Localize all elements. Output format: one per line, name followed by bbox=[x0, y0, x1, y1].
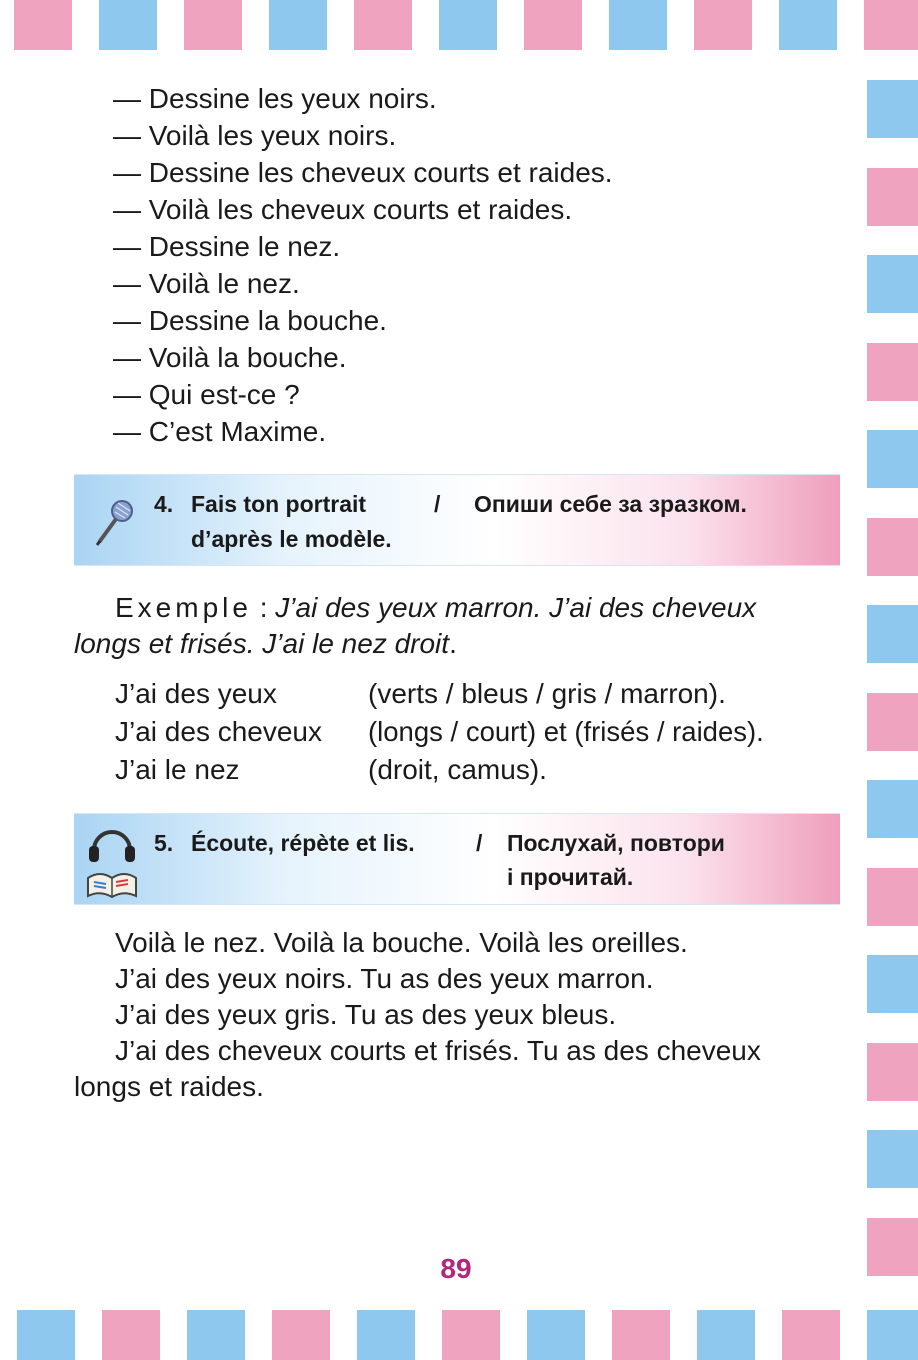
border-square bbox=[867, 780, 918, 838]
border-square bbox=[867, 605, 918, 663]
border-square bbox=[187, 1310, 245, 1360]
task-title-uk: і прочитай. bbox=[507, 864, 634, 890]
border-square bbox=[867, 955, 918, 1013]
border-square bbox=[864, 0, 918, 50]
reading-line: J’ai des yeux noirs. Tu as des yeux marron. bbox=[115, 963, 654, 994]
table-cell: J’ai des cheveux bbox=[115, 716, 323, 747]
border-square bbox=[867, 255, 918, 313]
reading-line: J’ai des yeux gris. Tu as des yeux bleus. bbox=[115, 999, 617, 1030]
task-title-uk: Послухай, повтори bbox=[507, 830, 725, 856]
task-title-fr: Écoute, répète et lis. bbox=[191, 830, 415, 856]
dialog-line: — Dessine les yeux noirs. bbox=[113, 83, 437, 114]
border-square bbox=[867, 168, 918, 226]
task-number: 4. bbox=[154, 491, 174, 517]
border-square bbox=[779, 0, 837, 50]
task-title-fr: Fais ton portrait bbox=[191, 491, 367, 517]
reading-line: J’ai des cheveux courts et frisés. Tu as des cheveux bbox=[115, 1035, 761, 1066]
border-square bbox=[357, 1310, 415, 1360]
border-square bbox=[269, 0, 327, 50]
task-separator: / bbox=[434, 491, 441, 517]
task-4-header bbox=[74, 474, 840, 566]
border-square bbox=[867, 1043, 918, 1101]
border-square bbox=[694, 0, 752, 50]
border-square bbox=[102, 1310, 160, 1360]
border-square bbox=[867, 1310, 918, 1360]
task-separator: / bbox=[476, 830, 483, 856]
headphones-book-icon bbox=[84, 820, 140, 905]
example-text: J’ai des yeux marron. J’ai des cheveux bbox=[275, 592, 757, 623]
task-title-uk: Опиши себе за зразком. bbox=[474, 491, 747, 517]
page-number: 89 bbox=[440, 1253, 472, 1284]
border-square bbox=[612, 1310, 670, 1360]
example-line bbox=[115, 590, 756, 626]
border-square bbox=[609, 0, 667, 50]
border-square bbox=[527, 1310, 585, 1360]
border-square bbox=[184, 0, 242, 50]
border-square bbox=[14, 0, 72, 50]
table-cell: (droit, camus). bbox=[368, 754, 547, 785]
border-square bbox=[867, 430, 918, 488]
dialog-line: — Dessine le nez. bbox=[113, 231, 341, 262]
border-square bbox=[867, 518, 918, 576]
dialog-list bbox=[113, 80, 613, 450]
example-label: Exemple bbox=[115, 592, 252, 623]
example-end: . bbox=[449, 628, 457, 659]
dialog-line: — Voilà le nez. bbox=[113, 268, 300, 299]
task-number: 5. bbox=[154, 830, 174, 856]
table-cell: (verts / bleus / gris / marron). bbox=[368, 678, 726, 709]
border-square bbox=[782, 1310, 840, 1360]
border-square bbox=[867, 1130, 918, 1188]
border-square bbox=[867, 693, 918, 751]
border-square bbox=[867, 868, 918, 926]
dialog-line: — Qui est-ce ? bbox=[113, 379, 300, 410]
dialog-line: — C’est Maxime. bbox=[113, 416, 327, 447]
dialog-line: — Voilà les cheveux courts et raides. bbox=[113, 194, 573, 225]
border-square bbox=[99, 0, 157, 50]
dialog-line: — Dessine la bouche. bbox=[113, 305, 387, 336]
border-square bbox=[867, 80, 918, 138]
table-cell: J’ai des yeux bbox=[115, 678, 277, 709]
reading-line: longs et raides. bbox=[74, 1071, 264, 1102]
border-square bbox=[272, 1310, 330, 1360]
example-text: longs et frisés. J’ai le nez droit bbox=[74, 628, 450, 659]
table-cell: (longs / court) et (frisés / raides). bbox=[368, 716, 764, 747]
border-square bbox=[17, 1310, 75, 1360]
example-line bbox=[74, 626, 457, 662]
border-square bbox=[867, 343, 918, 401]
border-square bbox=[524, 0, 582, 50]
example-colon: : bbox=[259, 592, 268, 623]
table-cell: J’ai le nez bbox=[115, 754, 240, 785]
task-5-header bbox=[74, 813, 840, 905]
dialog-line: — Voilà les yeux noirs. bbox=[113, 120, 397, 151]
task-title-fr: d’après le modèle. bbox=[191, 526, 392, 552]
microphone-icon bbox=[94, 497, 134, 552]
reading-line: Voilà le nez. Voilà la bouche. Voilà les oreilles. bbox=[115, 927, 688, 958]
border-square bbox=[697, 1310, 755, 1360]
dialog-line: — Dessine les cheveux courts et raides. bbox=[113, 157, 613, 188]
border-square bbox=[354, 0, 412, 50]
dialog-line: — Voilà la bouche. bbox=[113, 342, 347, 373]
border-square bbox=[439, 0, 497, 50]
border-square bbox=[442, 1310, 500, 1360]
